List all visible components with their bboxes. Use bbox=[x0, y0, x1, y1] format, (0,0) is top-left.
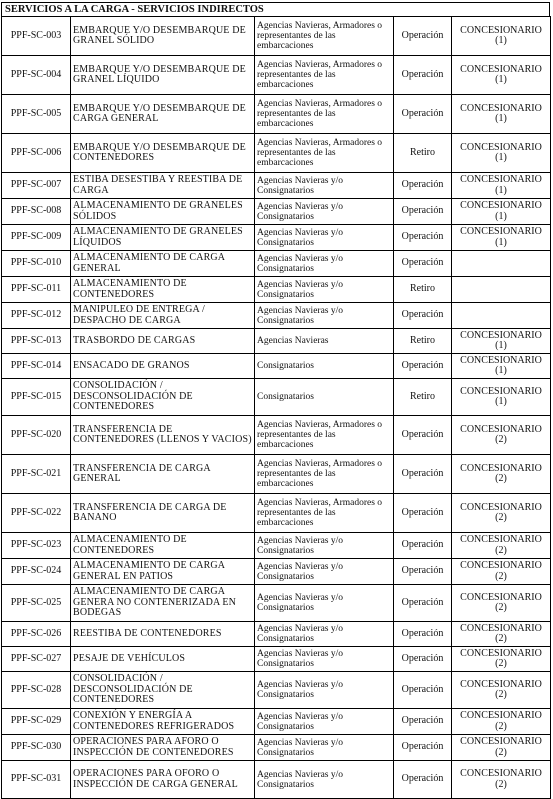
concession-label: CONCESIONARIO bbox=[460, 385, 542, 397]
service-agency-cell: Agencias Navieras y/o Consignatarios bbox=[255, 225, 394, 251]
service-concession-cell bbox=[452, 735, 551, 761]
service-type-cell: Operación bbox=[394, 761, 452, 799]
section-title: SERVICIOS A LA CARGA - SERVICIOS INDIRECTOS bbox=[1, 2, 550, 16]
table-row bbox=[2, 95, 551, 134]
service-code-cell: PPF-SC-030 bbox=[2, 735, 71, 761]
concession-number: (2) bbox=[495, 689, 507, 700]
concession-label: CONCESIONARIO bbox=[460, 710, 542, 721]
service-agency-cell: Agencias Navieras y/o Consignatarios bbox=[255, 761, 394, 799]
service-agency-cell: Agencias Navieras, Armadores o representantes de las embarcaciones bbox=[255, 494, 394, 533]
concession-label: CONCESIONARIO bbox=[460, 591, 542, 603]
service-agency-cell: Agencias Navieras y/o Consignatarios bbox=[255, 559, 394, 585]
service-code-cell: PPF-SC-025 bbox=[2, 585, 71, 622]
service-code-cell: PPF-SC-013 bbox=[2, 329, 71, 354]
service-type-cell: Operación bbox=[394, 559, 452, 585]
service-code-cell: PPF-SC-020 bbox=[2, 416, 71, 455]
concession-number: (2) bbox=[495, 746, 507, 758]
service-agency-cell: Agencias Navieras y/o Consignatarios bbox=[255, 647, 394, 672]
service-concession-cell bbox=[452, 709, 551, 735]
service-concession-cell bbox=[452, 95, 551, 134]
service-type-cell: Operación bbox=[394, 199, 452, 225]
service-type-cell: Operación bbox=[394, 95, 452, 134]
service-agency-cell: Agencias Navieras y/o Consignatarios bbox=[255, 251, 394, 277]
service-code-cell: PPF-SC-014 bbox=[2, 354, 71, 379]
service-code-cell: PPF-SC-023 bbox=[2, 533, 71, 559]
service-agency-cell: Agencias Navieras, Armadores o representantes de las embarcaciones bbox=[255, 56, 394, 95]
concession-number: (2) bbox=[495, 544, 507, 556]
concession-number: (2) bbox=[495, 512, 507, 523]
concession-label: CONCESIONARIO bbox=[460, 768, 542, 779]
concession-label: CONCESIONARIO bbox=[460, 423, 542, 435]
table-row bbox=[2, 735, 551, 761]
service-code-cell: PPF-SC-008 bbox=[2, 199, 71, 225]
service-code-cell: PPF-SC-022 bbox=[2, 494, 71, 533]
concession-label: CONCESIONARIO bbox=[460, 501, 542, 513]
concession-number: (1) bbox=[495, 184, 507, 196]
service-agency-cell: Agencias Navieras, Armadores o representantes de las embarcaciones bbox=[255, 455, 394, 494]
service-type-cell: Operación bbox=[394, 251, 452, 277]
service-code-cell: PPF-SC-029 bbox=[2, 709, 71, 735]
table-row bbox=[2, 303, 551, 329]
concession-label: CONCESIONARIO bbox=[460, 647, 542, 659]
service-code-cell: PPF-SC-005 bbox=[2, 95, 71, 134]
table-row bbox=[2, 199, 551, 225]
table-row bbox=[2, 585, 551, 622]
service-description-cell: EMBARQUE Y/O DESEMBARQUE DE GRANEL SÓLIDO bbox=[71, 17, 255, 56]
concession-label: CONCESIONARIO bbox=[460, 560, 542, 571]
service-agency-cell: Agencias Navieras y/o Consignatarios bbox=[255, 533, 394, 559]
service-concession-cell bbox=[452, 622, 551, 647]
service-concession-cell bbox=[452, 647, 551, 672]
service-concession-cell bbox=[452, 585, 551, 622]
concession-number: (2) bbox=[495, 473, 507, 484]
concession-label: CONCESIONARIO bbox=[460, 678, 542, 690]
concession-number: (2) bbox=[495, 633, 507, 644]
concession-number: (1) bbox=[495, 113, 507, 124]
service-description-cell: TRASBORDO DE CARGAS bbox=[71, 329, 255, 354]
services-table bbox=[1, 16, 551, 799]
service-type-cell: Operación bbox=[394, 622, 452, 647]
table-row bbox=[2, 251, 551, 277]
table-row bbox=[2, 173, 551, 199]
concession-number: (1) bbox=[495, 365, 507, 376]
service-concession-cell bbox=[452, 173, 551, 199]
service-type-cell: Retiro bbox=[394, 277, 452, 303]
service-code-cell: PPF-SC-011 bbox=[2, 277, 71, 303]
service-description-cell: ALMACENAMIENTO DE GRANELES SÓLIDOS bbox=[71, 199, 255, 225]
service-code-cell: PPF-SC-010 bbox=[2, 251, 71, 277]
table-row bbox=[2, 416, 551, 455]
document-page bbox=[1, 2, 550, 799]
table-row bbox=[2, 134, 551, 173]
concession-number: (1) bbox=[495, 396, 507, 407]
table-row bbox=[2, 709, 551, 735]
service-agency-cell: Agencias Navieras, Armadores o representantes de las embarcaciones bbox=[255, 17, 394, 56]
service-type-cell: Operación bbox=[394, 303, 452, 329]
table-row bbox=[2, 647, 551, 672]
service-description-cell: MANIPULEO DE ENTREGA / DESPACHO DE CARGA bbox=[71, 303, 255, 329]
service-agency-cell: Agencias Navieras, Armadores o representantes de las embarcaciones bbox=[255, 95, 394, 134]
concession-number: (1) bbox=[495, 35, 507, 46]
concession-label: CONCESIONARIO bbox=[460, 354, 542, 366]
service-type-cell: Operación bbox=[394, 735, 452, 761]
service-agency-cell: Agencias Navieras, Armadores o representantes de las embarcaciones bbox=[255, 134, 394, 173]
service-description-cell: TRANSFERENCIA DE CONTENEDORES (LLENOS Y VACIOS) bbox=[71, 416, 255, 455]
table-row bbox=[2, 622, 551, 647]
concession-label: CONCESIONARIO bbox=[460, 200, 542, 211]
service-code-cell: PPF-SC-003 bbox=[2, 17, 71, 56]
service-code-cell: PPF-SC-028 bbox=[2, 672, 71, 709]
service-concession-cell bbox=[452, 761, 551, 799]
concession-label: CONCESIONARIO bbox=[460, 736, 542, 747]
service-concession-cell bbox=[452, 354, 551, 379]
service-description-cell: ALMACENAMIENTO DE GRANELES LÍQUIDOS bbox=[71, 225, 255, 251]
concession-number: (2) bbox=[495, 434, 507, 445]
service-type-cell: Retiro bbox=[394, 329, 452, 354]
service-type-cell: Operación bbox=[394, 455, 452, 494]
service-code-cell: PPF-SC-024 bbox=[2, 559, 71, 585]
service-type-cell: Operación bbox=[394, 672, 452, 709]
service-concession-cell bbox=[452, 199, 551, 225]
concession-label: CONCESIONARIO bbox=[460, 24, 542, 36]
service-type-cell: Operación bbox=[394, 56, 452, 95]
table-row bbox=[2, 672, 551, 709]
service-agency-cell: Agencias Navieras y/o Consignatarios bbox=[255, 585, 394, 622]
table-row bbox=[2, 225, 551, 251]
table-row bbox=[2, 17, 551, 56]
service-agency-cell: Agencias Navieras y/o Consignatarios bbox=[255, 303, 394, 329]
table-row bbox=[2, 455, 551, 494]
service-code-cell: PPF-SC-027 bbox=[2, 647, 71, 672]
service-agency-cell: Agencias Navieras y/o Consignatarios bbox=[255, 173, 394, 199]
service-concession-cell bbox=[452, 559, 551, 585]
service-description-cell: OPERACIONES PARA AFORO O INSPECCIÓN DE CONTENEDORES bbox=[71, 735, 255, 761]
service-code-cell: PPF-SC-026 bbox=[2, 622, 71, 647]
service-type-cell: Operación bbox=[394, 494, 452, 533]
service-description-cell: EMBARQUE Y/O DESEMBARQUE DE CARGA GENERAL bbox=[71, 95, 255, 134]
service-description-cell: ALMACENAMIENTO DE CONTENEDORES bbox=[71, 533, 255, 559]
concession-number: (2) bbox=[495, 570, 507, 582]
service-concession-cell bbox=[452, 225, 551, 251]
concession-label: CONCESIONARIO bbox=[460, 462, 542, 474]
service-concession-cell bbox=[452, 56, 551, 95]
service-type-cell: Retiro bbox=[394, 134, 452, 173]
service-code-cell: PPF-SC-009 bbox=[2, 225, 71, 251]
service-agency-cell: Agencias Navieras y/o Consignatarios bbox=[255, 735, 394, 761]
service-code-cell: PPF-SC-004 bbox=[2, 56, 71, 95]
service-description-cell: CONSOLIDACIÓN / DESCONSOLIDACIÓN DE CONTENEDORES bbox=[71, 379, 255, 416]
table-row bbox=[2, 329, 551, 354]
service-concession-cell bbox=[452, 17, 551, 56]
service-description-cell: REESTIBA DE CONTENEDORES bbox=[71, 622, 255, 647]
concession-number: (1) bbox=[495, 236, 507, 248]
service-description-cell: OPERACIONES PARA OFORO O INSPECCIÓN DE CARGA GENERAL bbox=[71, 761, 255, 799]
service-type-cell: Operación bbox=[394, 416, 452, 455]
service-code-cell: PPF-SC-021 bbox=[2, 455, 71, 494]
service-agency-cell: Agencias Navieras, Armadores o representantes de las embarcaciones bbox=[255, 416, 394, 455]
concession-number: (1) bbox=[495, 210, 507, 222]
concession-label: CONCESIONARIO bbox=[460, 329, 542, 341]
service-code-cell: PPF-SC-031 bbox=[2, 761, 71, 799]
service-description-cell: PESAJE DE VEHÍCULOS bbox=[71, 647, 255, 672]
concession-label: CONCESIONARIO bbox=[460, 102, 542, 114]
service-agency-cell: Agencias Navieras bbox=[255, 329, 394, 354]
service-code-cell: PPF-SC-012 bbox=[2, 303, 71, 329]
service-concession-cell bbox=[452, 251, 551, 277]
concession-label: CONCESIONARIO bbox=[460, 226, 542, 237]
concession-number: (2) bbox=[495, 778, 507, 790]
concession-number: (2) bbox=[495, 602, 507, 613]
service-type-cell: Operación bbox=[394, 709, 452, 735]
concession-label: CONCESIONARIO bbox=[460, 622, 542, 634]
service-type-cell: Retiro bbox=[394, 379, 452, 416]
service-type-cell: Operación bbox=[394, 173, 452, 199]
service-description-cell: ESTIBA DESESTIBA Y REESTIBA DE CARGA bbox=[71, 173, 255, 199]
service-code-cell: PPF-SC-006 bbox=[2, 134, 71, 173]
concession-number: (2) bbox=[495, 720, 507, 732]
service-concession-cell bbox=[452, 455, 551, 494]
service-description-cell: TRANSFERENCIA DE CARGA GENERAL bbox=[71, 455, 255, 494]
service-agency-cell: Agencias Navieras y/o Consignatarios bbox=[255, 672, 394, 709]
service-description-cell: ALMACENAMIENTO DE CARGA GENERA NO CONTENERIZADA EN BODEGAS bbox=[71, 585, 255, 622]
concession-label: CONCESIONARIO bbox=[460, 141, 542, 153]
service-type-cell: Operación bbox=[394, 647, 452, 672]
service-concession-cell bbox=[452, 494, 551, 533]
concession-number: (2) bbox=[495, 658, 507, 669]
concession-label: CONCESIONARIO bbox=[460, 63, 542, 75]
table-row bbox=[2, 494, 551, 533]
table-row bbox=[2, 354, 551, 379]
service-agency-cell: Agencias Navieras y/o Consignatarios bbox=[255, 622, 394, 647]
service-code-cell: PPF-SC-015 bbox=[2, 379, 71, 416]
service-description-cell: ALMACENAMIENTO DE CARGA GENERAL bbox=[71, 251, 255, 277]
concession-label: CONCESIONARIO bbox=[460, 174, 542, 185]
service-type-cell: Operación bbox=[394, 533, 452, 559]
service-concession-cell bbox=[452, 379, 551, 416]
service-agency-cell: Agencias Navieras y/o Consignatarios bbox=[255, 277, 394, 303]
concession-number: (1) bbox=[495, 340, 507, 351]
service-type-cell: Operación bbox=[394, 354, 452, 379]
service-concession-cell bbox=[452, 416, 551, 455]
services-table-body bbox=[2, 17, 551, 799]
table-row bbox=[2, 277, 551, 303]
service-concession-cell bbox=[452, 672, 551, 709]
concession-number: (1) bbox=[495, 74, 507, 85]
service-concession-cell bbox=[452, 277, 551, 303]
service-agency-cell: Consignatarios bbox=[255, 379, 394, 416]
table-row bbox=[2, 379, 551, 416]
service-description-cell: CONEXIÓN Y ENERGÍA A CONTENEDORES REFRIGERADOS bbox=[71, 709, 255, 735]
service-description-cell: ALMACENAMIENTO DE CARGA GENERAL EN PATIOS bbox=[71, 559, 255, 585]
service-type-cell: Operación bbox=[394, 17, 452, 56]
table-row bbox=[2, 533, 551, 559]
table-row bbox=[2, 761, 551, 799]
concession-number: (1) bbox=[495, 152, 507, 163]
service-description-cell: CONSOLIDACIÓN / DESCONSOLIDACIÓN DE CONTENEDORES bbox=[71, 672, 255, 709]
service-concession-cell bbox=[452, 303, 551, 329]
service-description-cell: ENSACADO DE GRANOS bbox=[71, 354, 255, 379]
service-agency-cell: Agencias Navieras y/o Consignatarios bbox=[255, 199, 394, 225]
service-concession-cell bbox=[452, 533, 551, 559]
service-agency-cell: Consignatarios bbox=[255, 354, 394, 379]
service-concession-cell bbox=[452, 329, 551, 354]
table-row bbox=[2, 559, 551, 585]
service-type-cell: Operación bbox=[394, 225, 452, 251]
service-description-cell: EMBARQUE Y/O DESEMBARQUE DE CONTENEDORES bbox=[71, 134, 255, 173]
service-type-cell: Operación bbox=[394, 585, 452, 622]
service-description-cell: TRANSFERENCIA DE CARGA DE BANANO bbox=[71, 494, 255, 533]
service-description-cell: EMBARQUE Y/O DESEMBARQUE DE GRANEL LÍQUIDO bbox=[71, 56, 255, 95]
concession-label: CONCESIONARIO bbox=[460, 534, 542, 545]
table-row bbox=[2, 56, 551, 95]
service-description-cell: ALMACENAMIENTO DE CONTENEDORES bbox=[71, 277, 255, 303]
service-concession-cell bbox=[452, 134, 551, 173]
service-code-cell: PPF-SC-007 bbox=[2, 173, 71, 199]
service-agency-cell: Agencias Navieras y/o Consignatarios bbox=[255, 709, 394, 735]
